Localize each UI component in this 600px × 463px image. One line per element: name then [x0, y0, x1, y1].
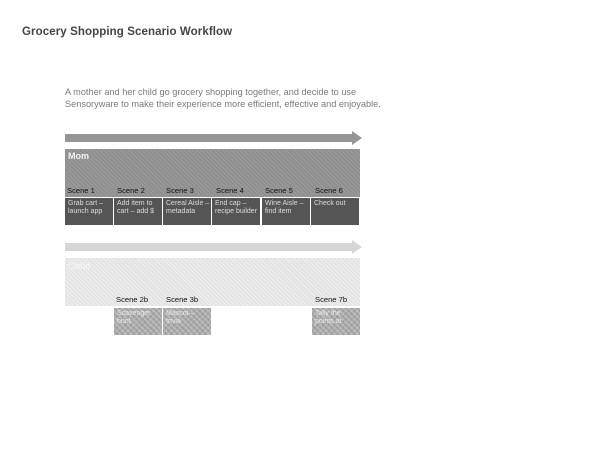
mom-scene-3-box: Cereal Aisle –metadata	[163, 198, 211, 225]
mom-scene-3-label: Scene 3	[166, 186, 194, 195]
page-title: Grocery Shopping Scenario Workflow	[22, 26, 233, 38]
intro-text: A mother and her child go grocery shopping together, and decide to use Sensoryware to make their experience more efficient, effective and enjoyable.	[65, 87, 381, 109]
child-timeline-arrow	[65, 240, 362, 254]
mom-timeline-arrow	[65, 131, 362, 145]
mom-lane-label: Mom	[68, 151, 89, 161]
child-scene-7b-label: Scene 7b	[315, 295, 348, 304]
mom-scene-5-label: Scene 5	[265, 186, 293, 195]
mom-scene-6-label: Scene 6	[315, 186, 343, 195]
mom-scene-1-label: Scene 1	[67, 186, 95, 195]
mom-scene-2-label: Scene 2	[117, 186, 145, 195]
child-scene-2b-label: Scene 2b	[116, 295, 149, 304]
child-scene-2b-box: Scavenger hunt	[114, 308, 162, 335]
mom-scene-4-label: Scene 4	[216, 186, 244, 195]
mom-scene-4-box: End cap – recipe builder	[212, 198, 260, 225]
mom-scene-6-box: Check out	[311, 198, 359, 225]
child-lane-label: Child	[68, 261, 91, 271]
child-scene-3b-label: Scene 3b	[166, 295, 199, 304]
child-scene-7b-box: Tally the points at	[312, 308, 360, 335]
child-scene-3b-box: Mascot – trivia	[163, 308, 211, 335]
mom-scene-5-box: Wine Aisle – find item	[262, 198, 310, 225]
mom-scene-2-box: Add item to cart – add $	[114, 198, 162, 225]
mom-scene-1-box: Grab cart –launch app	[65, 198, 113, 225]
